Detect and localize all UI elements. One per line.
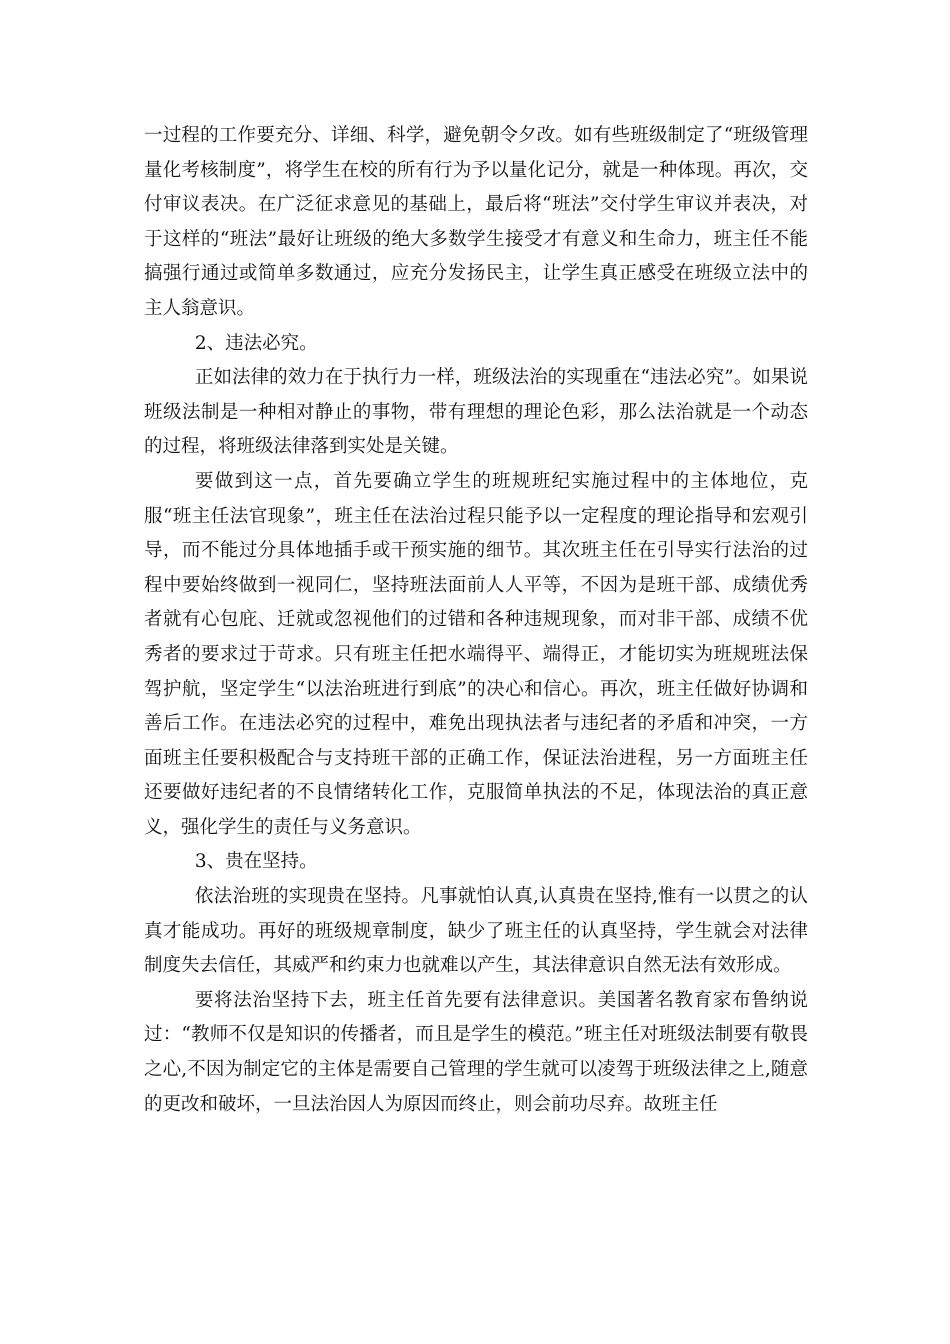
section-heading-3: 3、贵在坚持。 [194,851,318,873]
section-heading-2: 2、违法必究。 [194,332,318,354]
paragraph: 正如法律的效力在于执行力一样，班级法治的实现重在“违法必究”。如果说班级法制是一种相对静止的事物，带有理想的理论色彩，那么法治就是一个动态的过程，将班级法律落到实处是关键。 [144,367,808,458]
paragraph: 要将法治坚持下去，班主任首先要有法律意识。美国著名教育家布鲁纳说过：“教师不仅是知识的传播者，而且是学生的模范。”班主任对班级法制要有敬畏之心,不因为制定它的主体是需要自己管理的学生就可以凌驾于班级法律之上,随意的更改和破坏，一旦法治因人为原因而终止，则会前功尽弃。故班主任 [144,989,808,1115]
document-body [144,119,808,1122]
paragraph: 依法治班的实现贵在坚持。凡事就怕认真,认真贵在坚持,惟有一以贯之的认真才能成功。再好的班级规章制度，缺少了班主任的认真坚持，学生就会对法律制度失去信任，其威严和约束力也就难以产生，其法律意识自然无法有效形成。 [144,886,808,977]
paragraph-continued: 一过程的工作要充分、详细、科学，避免朝令夕改。如有些班级制定了“班级管理量化考核制度”，将学生在校的所有行为予以量化记分，就是一种体现。再次，交付审议表决。在广泛征求意见的基础上，最后将“班法”交付学生审议并表决，对于这样的“班法”最好让班级的绝大多数学生接受才有意义和生命力，班主任不能搞强行通过或简单多数通过，应充分发扬民主，让学生真正感受在班级立法中的主人翁意识。 [144,125,808,319]
paragraph: 要做到这一点，首先要确立学生的班规班纪实施过程中的主体地位，克服“班主任法官现象”，班主任在法治过程只能予以一定程度的理论指导和宏观引导，而不能过分具体地插手或干预实施的细节。其次班主任在引导实行法治的过程中要始终做到一视同仁，坚持班法面前人人平等，不因为是班干部、成绩优秀者就有心包庇、迁就或忽视他们的过错和各种违规现象，而对非干部、成绩不优秀者的要求过于苛求。只有班主任把水端得平、端得正，才能切实为班规班法保驾护航，坚定学生“以法治班进行到底”的决心和信心。再次，班主任做好协调和善后工作。在违法必究的过程中，难免出现执法者与违纪者的矛盾和冲突，一方面班主任要积极配合与支持班干部的正确工作，保证法治进程，另一方面班主任还要做好违纪者的不良情绪转化工作，克服简单执法的不足，体现法治的真正意义，强化学生的责任与义务意识。 [144,470,808,838]
